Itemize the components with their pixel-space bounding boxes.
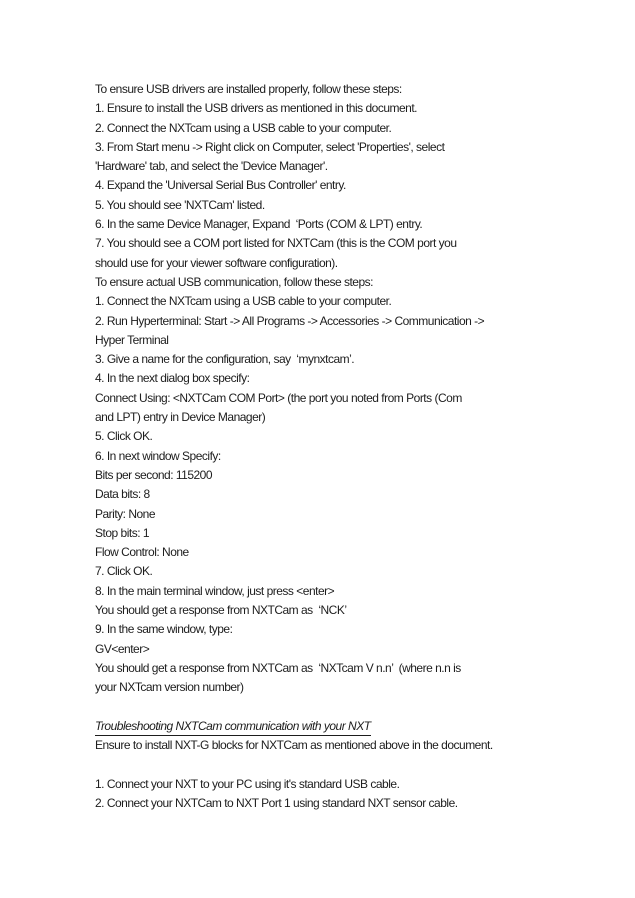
text-line: 9. In the same window, type: — [95, 622, 233, 637]
text-line: 2. Run Hyperterminal: Start -> All Programs -> Accessories -> Communication -> — [95, 313, 485, 328]
text-line: 3. Give a name for the configuration, say ‘mynxtcam’. — [95, 352, 355, 367]
text-line: 4. In the next dialog box specify: — [95, 371, 250, 386]
text-line: GV<enter> — [95, 641, 150, 656]
text-line: 6. In next window Specify: — [95, 448, 221, 463]
text-line: 1. Connect your NXT to your PC using it's standard USB cable. — [95, 776, 400, 791]
text-line: 1. Connect the NXTcam using a USB cable to your computer. — [95, 294, 392, 309]
text-line: your NXTcam version number) — [95, 680, 244, 695]
text-line: To ensure actual USB communication, follow these steps: — [95, 274, 373, 289]
text-block — [95, 80, 565, 813]
text-line: Connect Using: <NXTCam COM Port> (the port you noted from Ports (Com — [95, 390, 462, 405]
text-line: Ensure to install NXT-G blocks for NXTCam as mentioned above in the document. — [95, 738, 493, 753]
text-line: should use for your viewer software configuration). — [95, 255, 338, 270]
text-line: Data bits: 8 — [95, 487, 150, 502]
text-line: 1. Ensure to install the USB drivers as mentioned in this document. — [95, 101, 418, 116]
text-line: To ensure USB drivers are installed properly, follow these steps: — [95, 82, 402, 96]
text-line: 4. Expand the 'Universal Serial Bus Controller' entry. — [95, 178, 346, 193]
text-line: Hyper Terminal — [95, 332, 169, 347]
text-line: 7. Click OK. — [95, 564, 153, 579]
text-line: You should get a response from NXTCam as ‘NXTcam V n.n’ (where n.n is — [95, 660, 461, 675]
text-line: 2. Connect the NXTcam using a USB cable to your computer. — [95, 120, 392, 135]
text-line: 7. You should see a COM port listed for NXTCam (this is the COM port you — [95, 236, 457, 251]
text-line: Bits per second: 115200 — [95, 467, 213, 482]
text-line: Flow Control: None — [95, 545, 189, 560]
text-line: 'Hardware' tab, and select the 'Device Manager'. — [95, 159, 328, 174]
text-line: and LPT) entry in Device Manager) — [95, 410, 266, 425]
text-line: 3. From Start menu -> Right click on Computer, select 'Properties', select — [95, 139, 445, 154]
text-line: 5. You should see 'NXTCam' listed. — [95, 197, 265, 212]
section-heading-text: Troubleshooting NXTCam communication with your NXT — [95, 719, 371, 736]
blank-line — [95, 698, 565, 717]
text-line: 8. In the main terminal window, just press <enter> — [95, 583, 335, 598]
text-line: Stop bits: 1 — [95, 525, 150, 540]
text-line: 2. Connect your NXTCam to NXT Port 1 using standard NXT sensor cable. — [95, 795, 458, 810]
text-line: You should get a response from NXTCam as ‘NCK’ — [95, 603, 347, 618]
text-line: 5. Click OK. — [95, 429, 153, 444]
blank-line — [95, 755, 565, 774]
text-line: Parity: None — [95, 506, 156, 521]
text-line: 6. In the same Device Manager, Expand ‘Ports (COM & LPT) entry. — [95, 217, 423, 232]
section-heading — [95, 717, 565, 736]
